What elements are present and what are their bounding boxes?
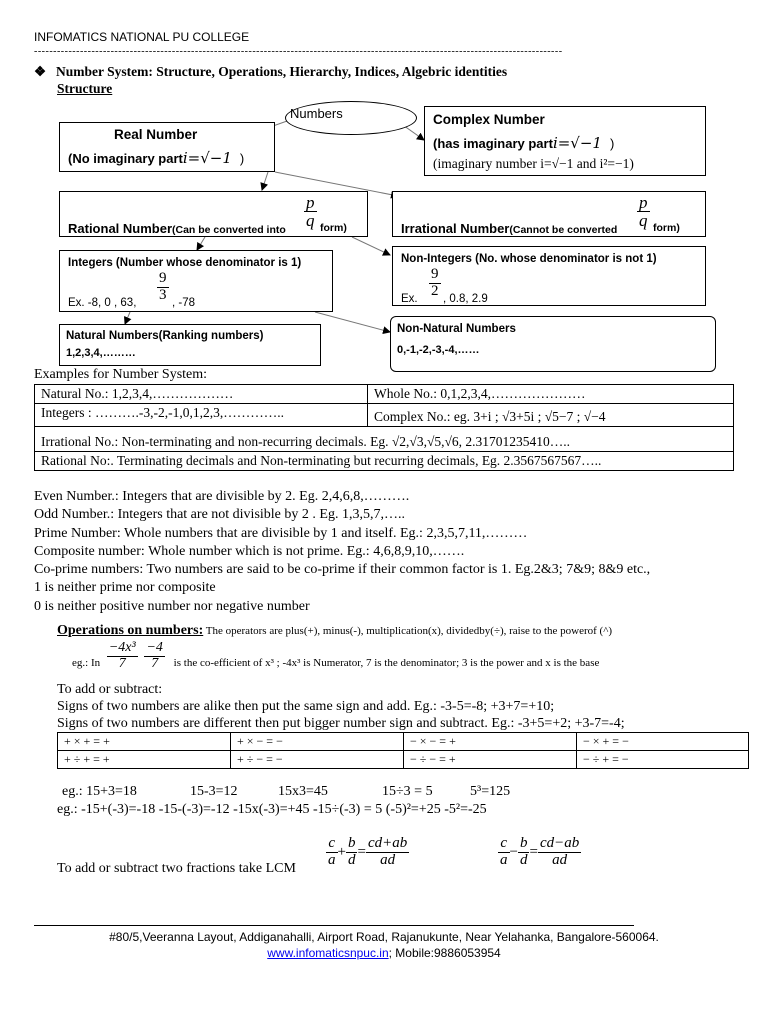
definition-line: Odd Number.: Integers that are not divisible by 2 . Eg. 1,3,5,7,….. [34, 507, 405, 523]
real-number-box: Real Number (No imaginary parti=√−1 ) [59, 122, 275, 172]
dashed-divider: ------------------------------------------------------------------------------------------------------------------------------------------ [34, 46, 563, 57]
table-cell: Rational No:. Terminating decimals and Non-terminating but recurring decimals, Eg. 2.3567567567….. [35, 452, 734, 471]
different-signs-rule: Signs of two numbers are different then put bigger number sign and subtract. Eg.: -3+5=+2; +3-7=-4; [57, 716, 625, 731]
fraction-addition-formula: $\frac{c}{a}$ + $\frac{b}{d}$ = $\frac{cd+ab}{ad}$ [328, 835, 408, 868]
alike-signs-rule: Signs of two numbers are alike then put the same sign and add. Eg.: -3-5=-8; +3+7=+10; [57, 699, 555, 714]
integers-box: Integers (Number whose denominator is 1) Ex. -8, 0 , 63, 9 3 , -78 [59, 250, 333, 312]
p-over-q: p q [639, 193, 648, 230]
section-structure: Structure [57, 81, 113, 96]
operations-example-line: eg.: In $\frac{\text{−4x³}}{7}$ $\frac{-4}{7}$ is the co-efficient of x³ ; -4x³ is Numerator, 7 is the denominator; 3 is the power and x is the base [72, 640, 600, 671]
rational-number-box: Rational Number(Can be converted into p q form) [59, 191, 368, 237]
table-cell: + × − = − [231, 733, 404, 751]
definition-line: Composite number: Whole number which is not prime. Eg.: 4,6,8,9,10,……. [34, 543, 465, 559]
table-cell: Natural No.: 1,2,3,4,……………… [35, 385, 368, 404]
table-cell: − × − = + [404, 733, 577, 751]
page-title: ❖ Number System: Structure, Operations, Hierarchy, Indices, Algebric identities [34, 64, 508, 79]
example-row-2: eg.: -15+(-3)=-18 -15-(-3)=-12 -15x(-3)=+45 -15÷(-3) = 5 (-5)²=+25 -5²=-25 [57, 802, 487, 817]
natural-numbers-box: Natural Numbers(Ranking numbers) 1,2,3,4,……… [59, 324, 321, 366]
example-row-1: eg.: 15+3=18 15-3=12 15x3=45 15÷3 = 5 5³=125 [62, 784, 511, 799]
table-cell: + ÷ + = + [58, 751, 231, 769]
irrational-number-box: Irrational Number(Cannot be converted p q form) [392, 191, 706, 237]
non-natural-numbers-box: Non-Natural Numbers 0,-1,-2,-3,-4,…… [390, 316, 716, 372]
fraction-subtraction-formula: $\frac{c}{a}$ − $\frac{b}{d}$ = $\frac{cd-ab}{ad}$ [500, 835, 580, 868]
fraction-term: $\frac{\text{−4x³}}{7}$ [108, 640, 136, 671]
examples-table [34, 384, 734, 471]
table-row [35, 404, 734, 427]
add-subtract-heading: To add or subtract: [57, 682, 163, 697]
bullet-icon: ❖ [34, 64, 47, 79]
table-cell: Irrational No.: Non-terminating and non-recurring decimals. Eg. √2,√3,√5,√6, 2.31701235410….. [35, 427, 734, 452]
table-row [35, 385, 734, 404]
definition-line: Prime Number: Whole numbers that are divisible by 1 and itself. Eg.: 2,3,5,7,11,……… [34, 525, 528, 541]
table-cell: Complex No.: eg. 3+i ; √3+5i ; √5−7 ; √−4 [368, 404, 734, 427]
definition-line: Even Number.: Integers that are divisible by 2. Eg. 2,4,6,8,………. [34, 489, 410, 504]
definition-line: 1 is neither prime nor composite [34, 580, 216, 596]
footer-divider [34, 925, 634, 926]
table-cell: + × + = + [58, 733, 231, 751]
nine-thirds: 9 3 [159, 270, 167, 303]
table-cell: − × + = − [577, 733, 749, 751]
examples-heading: Examples for Number System: [34, 367, 208, 382]
lcm-text: To add or subtract two fractions take LCM [57, 861, 296, 876]
p-over-q: p q [306, 193, 315, 230]
nine-halves: 9 2 [431, 266, 439, 299]
complex-number-box: Complex Number (has imaginary parti=√−1 ) (imaginary number i=√−1 and i²=−1) [424, 106, 706, 176]
college-name: INFOMATICS NATIONAL PU COLLEGE [34, 30, 250, 44]
table-cell: Integers : ……….-3,-2,-1,0,1,2,3,………….. [35, 404, 368, 427]
table-cell: + ÷ − = − [231, 751, 404, 769]
table-row [35, 452, 734, 471]
table-cell: − ÷ − = + [404, 751, 577, 769]
website-link[interactable]: www.infomaticsnpuc.in [267, 946, 389, 960]
table-row [35, 427, 734, 452]
table-row [58, 751, 749, 769]
operations-heading-line: Operations on numbers: The operators are plus(+), minus(-), multiplication(x), dividedby(÷), raise to the powerof (^) [57, 623, 613, 638]
non-integers-box: Non-Integers (No. whose denominator is not 1) Ex. 9 2 , 0.8, 2.9 [392, 246, 706, 306]
fraction-coefficient: $\frac{-4}{7}$ [146, 640, 163, 671]
numbers-node: Numbers [285, 101, 417, 135]
definition-line: Co-prime numbers: Two numbers are said to be co-prime if their common factor is 1. Eg.2&3; 7&9; 8&9 etc., [34, 562, 651, 578]
footer-address: #80/5,Veeranna Layout, Addiganahalli, Airport Road, Rajanukunte, Near Yelahanka, Bangalore-560064. [109, 930, 659, 944]
table-cell: Whole No.: 0,1,2,3,4,………………… [368, 385, 734, 404]
definitions-list [34, 488, 650, 616]
footer-contact: www.infomaticsnpuc.in; Mobile:9886053954 [267, 946, 501, 960]
table-row [58, 733, 749, 751]
definition-line: 0 is neither positive number nor negative number [34, 598, 310, 614]
table-cell: − ÷ + = − [577, 751, 749, 769]
sign-rules-table [57, 732, 749, 769]
